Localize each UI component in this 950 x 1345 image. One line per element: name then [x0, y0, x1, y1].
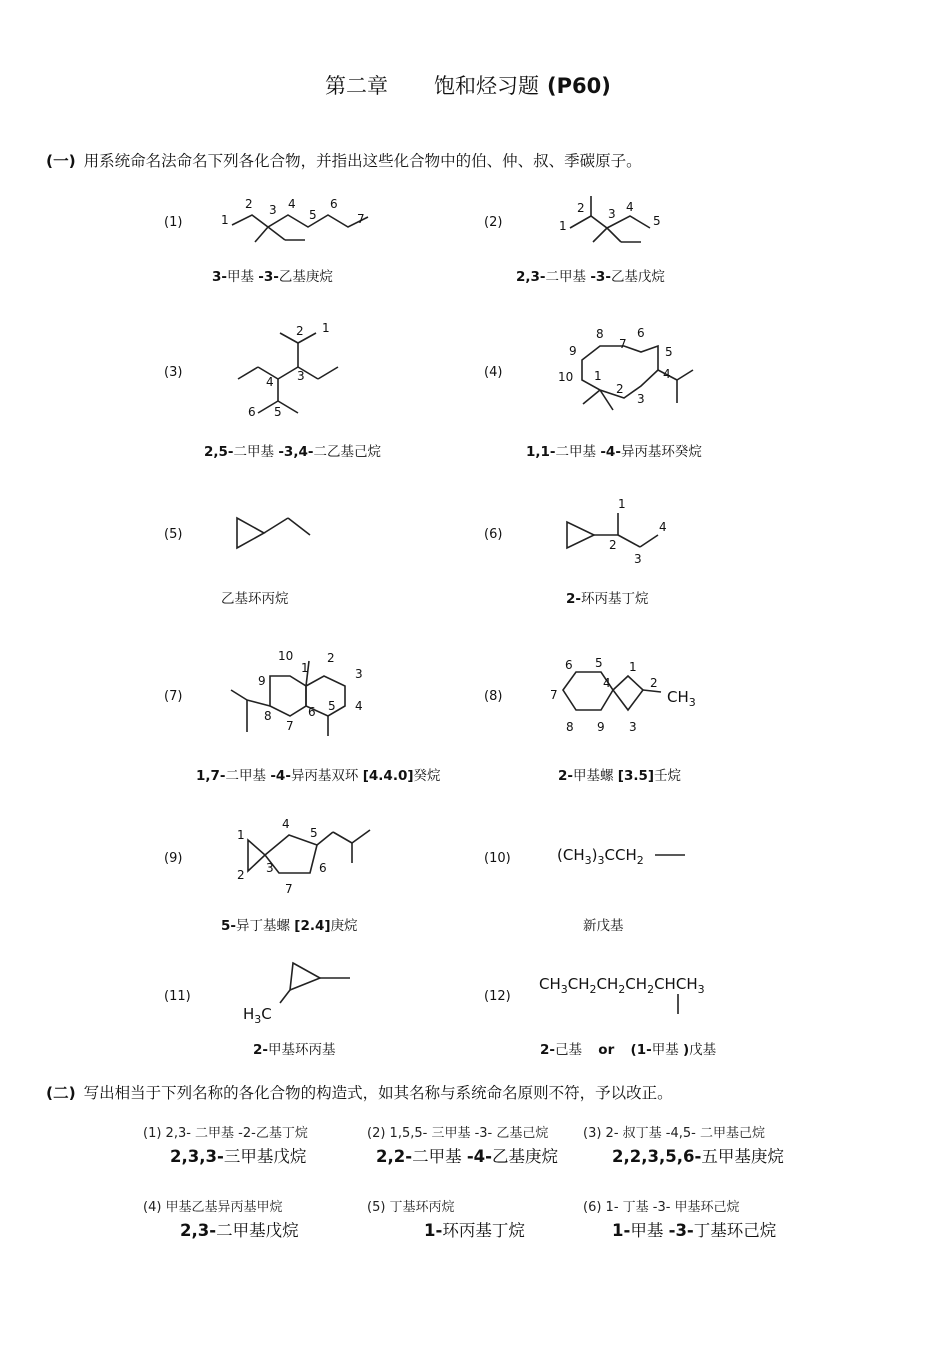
name-bold: [3.5] [617, 768, 655, 784]
name-bold: -4- [600, 444, 621, 460]
compound-10-formula: $(CH_3)_3CCH_2$ [557, 846, 644, 867]
svg-text:3: 3 [634, 552, 642, 566]
name-or: or [598, 1042, 615, 1058]
name-bold: -3- [258, 269, 279, 285]
compound-2-name [516, 265, 665, 285]
answer-text: 二甲基 [412, 1147, 462, 1166]
answer-bold: 1- [424, 1221, 443, 1240]
svg-text:3: 3 [637, 392, 645, 406]
exercise-3-question: (3) 2- 叔丁基 -4,5- 二甲基己烷 [583, 1126, 765, 1141]
answer-bold: 2,2,3,5,6- [612, 1147, 702, 1166]
compound-5-name [221, 587, 289, 607]
name-text: 甲基 [651, 1042, 679, 1058]
answer-text: 环丙基丁烷 [442, 1221, 525, 1240]
compound-7-name [196, 764, 441, 784]
name-bold: 2,5- [204, 444, 234, 460]
svg-text:5: 5 [328, 699, 336, 713]
svg-text:6: 6 [248, 405, 256, 419]
svg-text:7: 7 [285, 882, 293, 896]
answer-bold: 2,3- [180, 1221, 217, 1240]
svg-text:4: 4 [282, 817, 290, 831]
compound-8-num: (8) [484, 689, 503, 704]
section2-heading [46, 1081, 673, 1103]
section2-text: 写出相当于下列名称的各化合物的构造式，如其名称与系统命名原则不符，予以改正。 [83, 1084, 673, 1102]
name-text: 二甲基 [545, 269, 587, 285]
exercise-2-answer [376, 1143, 558, 1167]
name-text: 乙基庚烷 [278, 269, 333, 285]
svg-text:CH3: $CH_3$ [667, 688, 696, 709]
section1-heading [46, 149, 642, 171]
name-text: 二甲基 [233, 444, 275, 460]
name-text: 异丙基环癸烷 [620, 444, 702, 460]
compound-12-formula: $CH_3CH_2CH_2CH_2CHCH_3$ [539, 975, 705, 996]
name-bold: 2- [566, 591, 581, 607]
compound-6-name [566, 587, 649, 607]
exercise-6-question: (6) 1- 丁基 -3- 甲基环己烷 [583, 1200, 740, 1215]
svg-text:4: 4 [355, 699, 363, 713]
name-text: 异丙基双环 [290, 768, 359, 784]
answer-text: 五甲基庚烷 [701, 1147, 784, 1166]
answer-text: 丁基环己烷 [693, 1221, 777, 1240]
svg-text:3: 3 [608, 207, 616, 221]
exercise-6-answer [612, 1217, 776, 1241]
svg-text:1: 1 [594, 369, 602, 383]
exercise-5-answer [424, 1217, 525, 1241]
svg-text:3: 3 [629, 720, 637, 734]
compound-10-name [583, 914, 624, 934]
svg-text:1: 1 [629, 660, 637, 674]
name-text: 癸烷 [413, 768, 441, 784]
exercise-1-question: (1) 2,3- 二甲基 -2-乙基丁烷 [143, 1126, 308, 1141]
name-text: 甲基螺 [573, 768, 614, 784]
svg-text:2: 2 [327, 651, 335, 665]
compound-3-structure [230, 315, 360, 425]
svg-text:7: 7 [357, 212, 365, 226]
compound-6-structure [560, 495, 680, 570]
svg-text:10: 10 [278, 649, 294, 663]
compound-2-num: (2) [484, 215, 503, 230]
svg-text:4: 4 [603, 676, 611, 690]
svg-text:7: 7 [550, 688, 558, 702]
answer-text: 甲基 [630, 1221, 664, 1240]
compound-11-name [253, 1038, 336, 1058]
svg-text:1: 1 [559, 219, 567, 233]
answer-bold: 2,3,3- [170, 1147, 224, 1166]
exercise-4-answer [180, 1217, 299, 1241]
name-bold: 5- [221, 918, 236, 934]
svg-text:2: 2 [609, 538, 617, 552]
answer-bold: 1- [612, 1221, 631, 1240]
compound-7-num: (7) [164, 689, 183, 704]
compound-1-num: (1) [164, 215, 183, 230]
name-text: 二甲基 [555, 444, 597, 460]
compound-5-structure [230, 510, 320, 555]
answer-bold: 2,2- [376, 1147, 413, 1166]
svg-text:2: 2 [650, 676, 658, 690]
compound-4-name [526, 440, 702, 460]
name-bold: -4- [270, 768, 291, 784]
answer-bold: -4- [466, 1147, 493, 1166]
svg-text:4: 4 [288, 197, 296, 211]
svg-text:5: 5 [274, 405, 282, 419]
exercise-3-answer [612, 1143, 784, 1167]
compound-1-name [212, 265, 333, 285]
svg-text:4: 4 [266, 375, 274, 389]
svg-text:8: 8 [596, 327, 604, 341]
name-text: 环丙基丁烷 [581, 591, 649, 607]
compound-9-name [221, 914, 358, 934]
exercise-2-question: (2) 1,5,5- 三甲基 -3- 乙基己烷 [367, 1126, 549, 1141]
answer-text: 三甲基戊烷 [223, 1147, 307, 1166]
compound-10-num: (10) [484, 851, 511, 866]
title-page-ref: (P60) [547, 74, 611, 98]
name-text: 戊基 [689, 1042, 717, 1058]
name-bold: [4.4.0] [362, 768, 414, 784]
compound-4-structure [555, 318, 705, 423]
svg-text:6: 6 [637, 326, 645, 340]
svg-text:10: 10 [558, 370, 574, 384]
section1-text: 用系统命名法命名下列各化合物，并指出这些化合物中的伯、仲、叔、季碳原子。 [83, 152, 642, 170]
compound-11-num: (11) [164, 989, 191, 1004]
svg-text:5: 5 [595, 656, 603, 670]
answer-bold: -3- [668, 1221, 694, 1240]
page-title [325, 70, 611, 100]
name-text: 二乙基己烷 [313, 444, 381, 460]
svg-text:5: 5 [665, 345, 673, 359]
svg-text:6: 6 [319, 861, 327, 875]
svg-text:3: 3 [297, 369, 305, 383]
name-bold: 2- [558, 768, 573, 784]
svg-text:8: 8 [264, 709, 272, 723]
name-text: 己基 [555, 1042, 582, 1058]
compound-3-name [204, 440, 381, 460]
compound-6-num: (6) [484, 527, 503, 542]
svg-text:8: 8 [566, 720, 574, 734]
svg-text:2: 2 [245, 197, 253, 211]
title-chapter: 第二章 [325, 74, 388, 98]
compound-9-num: (9) [164, 851, 183, 866]
title-topic: 饱和烃习题 [434, 74, 539, 98]
svg-text:3: 3 [266, 861, 274, 875]
compound-12-bond [675, 994, 681, 1016]
exercise-5-question: (5) 丁基环丙烷 [367, 1200, 455, 1215]
compound-2-structure [555, 190, 675, 255]
compound-3-num: (3) [164, 365, 183, 380]
svg-text:3: 3 [269, 203, 277, 217]
svg-text:7: 7 [619, 337, 627, 351]
section2-num: (二) [46, 1084, 76, 1102]
name-bold: -3- [590, 269, 611, 285]
name-text: 新戊基 [583, 918, 624, 934]
exercise-4-question: (4) 甲基乙基异丙基甲烷 [143, 1200, 283, 1215]
name-bold: ) [683, 1042, 690, 1058]
svg-text:2: 2 [616, 382, 624, 396]
name-text: 乙基环丙烷 [221, 591, 289, 607]
svg-text:6: 6 [330, 197, 338, 211]
svg-text:5: 5 [309, 208, 317, 222]
svg-text:4: 4 [663, 367, 671, 381]
name-text: 二甲基 [225, 768, 267, 784]
section1-num: (一) [46, 152, 76, 170]
svg-text:1: 1 [301, 661, 309, 675]
name-bold: 2,3- [516, 269, 546, 285]
svg-text:6: 6 [565, 658, 573, 672]
answer-text: 二甲基戊烷 [216, 1221, 299, 1240]
name-text: 乙基戊烷 [610, 269, 665, 285]
name-bold: 3- [212, 269, 227, 285]
name-bold: 2- [253, 1042, 268, 1058]
name-text: 异丁基螺 [236, 918, 290, 934]
name-text: 庚烷 [330, 918, 358, 934]
name-text: 甲基 [227, 269, 254, 285]
compound-10-bond [655, 852, 690, 858]
compound-12-num: (12) [484, 989, 511, 1004]
compound-11-structure [278, 958, 358, 1006]
svg-text:5: 5 [653, 214, 661, 228]
svg-text:2: 2 [577, 201, 585, 215]
svg-text:7: 7 [286, 719, 294, 733]
svg-text:2: 2 [296, 324, 304, 338]
compound-4-num: (4) [484, 365, 503, 380]
name-bold: -3,4- [278, 444, 314, 460]
svg-text:1: 1 [221, 213, 229, 227]
name-bold: 2- [540, 1042, 555, 1058]
name-text: 壬烷 [654, 768, 682, 784]
name-bold: (1- [630, 1042, 652, 1058]
svg-text:6: 6 [308, 705, 316, 719]
svg-text:9: 9 [597, 720, 605, 734]
exercise-1-answer [170, 1143, 306, 1167]
svg-text:3: 3 [355, 667, 363, 681]
compound-7-structure [225, 648, 375, 743]
svg-text:2: 2 [237, 868, 245, 882]
svg-text:1: 1 [322, 321, 330, 335]
compound-9-structure [230, 815, 380, 900]
compound-8-name [558, 764, 681, 784]
svg-text:1: 1 [237, 828, 245, 842]
svg-text:9: 9 [258, 674, 266, 688]
compound-5-num: (5) [164, 527, 183, 542]
compound-12-name [540, 1038, 716, 1058]
svg-text:5: 5 [310, 826, 318, 840]
compound-8-structure [545, 652, 710, 742]
name-text: 甲基环丙基 [268, 1042, 336, 1058]
svg-text:4: 4 [659, 520, 667, 534]
name-bold: 1,7- [196, 768, 226, 784]
svg-text:1: 1 [618, 497, 626, 511]
name-bold: [2.4] [294, 918, 331, 934]
compound-11-formula: $H_3C$ [243, 1005, 272, 1026]
answer-text: 乙基庚烷 [492, 1147, 559, 1166]
svg-text:4: 4 [626, 200, 634, 214]
svg-text:9: 9 [569, 344, 577, 358]
compound-1-structure [215, 190, 375, 255]
name-bold: 1,1- [526, 444, 556, 460]
